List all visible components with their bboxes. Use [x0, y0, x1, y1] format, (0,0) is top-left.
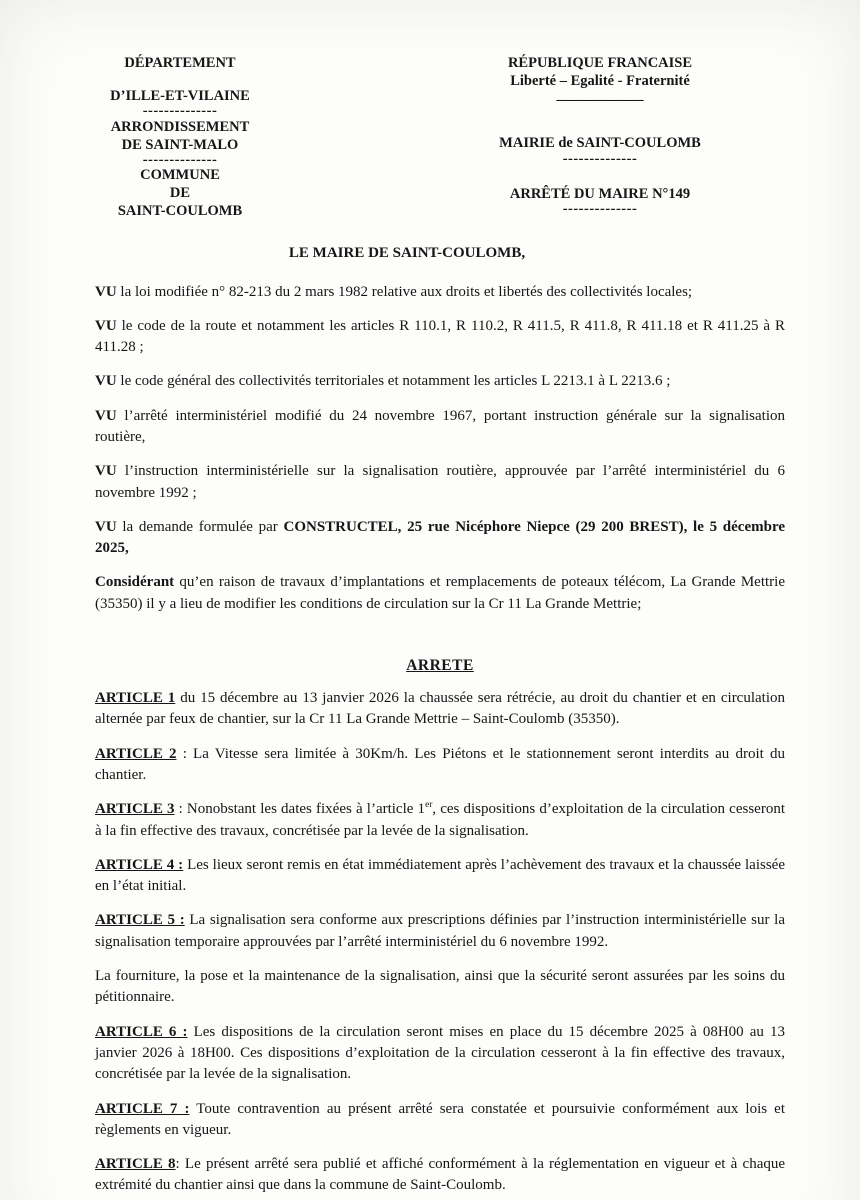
vu-text: l’instruction interministérielle sur la signalisation routière, approuvée par l’arrêté interministériel du 6 novembre 1992 ; — [95, 463, 785, 501]
vu-keyword: VU — [95, 407, 117, 424]
document-body — [95, 282, 785, 1197]
article-7-label: ARTICLE 7 : — [95, 1100, 190, 1117]
arrete-number: ARRÊTÉ DU MAIRE N°149 — [509, 185, 691, 202]
article-3-label: ARTICLE 3 — [95, 801, 175, 818]
ordinal-superscript: er — [425, 800, 433, 811]
vu-keyword: VU — [95, 463, 117, 480]
vu-text: la loi modifiée n° 82-213 du 2 mars 1982 relative aux droits et libertés des collectivités locales; — [116, 283, 693, 300]
article-4 — [95, 855, 785, 898]
arrondissement-name: DE SAINT-MALO — [121, 136, 239, 153]
article-2-label: ARTICLE 2 — [95, 745, 177, 762]
document-header — [95, 54, 785, 221]
article-3 — [95, 799, 785, 842]
article-7-text: Toute contravention au présent arrêté sera constatée et poursuivie conformément aux lois et règlements en vigueur. — [95, 1100, 785, 1138]
commune-name: SAINT-COULOMB — [117, 203, 243, 220]
article-8 — [95, 1154, 785, 1197]
separator-line: ____________ — [556, 87, 644, 104]
article-2 — [95, 744, 785, 787]
vu-keyword: VU — [95, 373, 117, 390]
article-5-label: ARTICLE 5 : — [95, 912, 185, 929]
vu-keyword: VU — [95, 283, 117, 300]
separator-dashes: -------------- — [562, 200, 638, 217]
vu-text: l’arrêté interministériel modifié du 24 novembre 1967, portant instruction générale sur la signalisation routière, — [95, 407, 785, 445]
separator-dashes: -------------- — [562, 150, 638, 167]
arrete-heading-text: ARRETE — [406, 657, 474, 675]
preamble-vu-5 — [95, 461, 785, 504]
vu-text: le code de la route et notamment les articles R 110.1, R 110.2, R 411.5, R 411.8, R 411.18 et R 411.25 à R 411.28 ; — [95, 317, 785, 356]
preamble-vu-4 — [95, 406, 785, 449]
departement-label: DÉPARTEMENT — [124, 55, 236, 71]
preamble-vu-6 — [95, 517, 785, 560]
header-left-column — [95, 54, 265, 221]
applicant-details: CONSTRUCTEL, 25 rue Nicéphore Niepce (29 200 BREST), le 5 décembre 2025, — [95, 518, 785, 557]
article-4-text: Les lieux seront remis en état immédiatement après l’achèvement des travaux et la chaussée laissée en l’état initial. — [95, 856, 785, 895]
mairie-label: MAIRIE de SAINT-COULOMB — [499, 135, 701, 152]
article-4-label: ARTICLE 4 : — [95, 856, 184, 873]
vu-text: le code général des collectivités territoriales et notamment les articles L 2213.1 à L 2213.6 ; — [116, 373, 671, 390]
arrete-heading — [95, 657, 785, 675]
document-title: LE MAIRE DE SAINT-COULOMB, — [288, 244, 526, 261]
article-3-text-continued: , ces dispositions d’exploitation de la circulation cesseront à la fin effective des travaux, concrétisée par la levée de la signalisation. — [95, 801, 785, 839]
article-6-label: ARTICLE 6 : — [95, 1023, 188, 1040]
commune-de: DE — [169, 185, 191, 202]
article-1-label: ARTICLE 1 — [95, 690, 176, 707]
article-6 — [95, 1022, 785, 1086]
vu-keyword: VU — [95, 518, 117, 535]
preamble-vu-1 — [95, 282, 785, 303]
preamble-considerant — [95, 572, 785, 615]
arrondissement-label: ARRONDISSEMENT — [110, 118, 250, 135]
motto: Liberté – Egalité - Fraternité — [510, 73, 690, 90]
departement-name: D’ILLE-ET-VILAINE — [110, 88, 250, 105]
article-1 — [95, 688, 785, 731]
preamble-vu-3 — [95, 371, 785, 392]
article-5-text: La signalisation sera conforme aux prescriptions définies par l’instruction interministérielle sur la signalisation temporaire approuvées par l’arrêté interministériel du 6 novembre 1992. — [95, 912, 785, 950]
article-5 — [95, 910, 785, 953]
article-1-text: du 15 décembre au 13 janvier 2026 la chaussée sera rétrécie, au droit du chantier et en circulation alternée par feux de chantier, sur la Cr 11 La Grande Mettrie – Saint-Coulomb (35350). — [95, 690, 786, 728]
commune-label: COMMUNE — [140, 167, 220, 184]
article-3-text: : Nonobstant les dates fixées à l’article 1 — [174, 801, 426, 818]
considerant-keyword: Considérant — [95, 574, 175, 591]
header-right-column — [450, 54, 750, 215]
article-8-label: ARTICLE 8 — [95, 1156, 176, 1173]
considerant-text: qu’en raison de travaux d’implantations et remplacements de poteaux télécom, La Grande Mettrie (35350) il y a lieu de modifier les conditions de circulation sur la Cr 11 La Grande Mettrie; — [95, 574, 785, 612]
article-7 — [95, 1099, 785, 1142]
article-6-text: Les dispositions de la circulation seront mises en place du 15 décembre 2025 à 08H00 au 13 janvier 2026 à 18H00. Ces dispositions d’exploitation de la circulation cesseront à la fin effective des travaux, concrétisée par la levée de la signalisation. — [95, 1023, 785, 1083]
preamble-vu-2 — [95, 316, 785, 359]
article-8-text: : Le présent arrêté sera publié et affiché conformément à la réglementation en vigueur et à chaque extrémité du chantier ainsi que dans la commune de Saint-Coulomb. — [95, 1156, 786, 1194]
fourniture-paragraph: La fourniture, la pose et la maintenance de la signalisation, ainsi que la sécurité seront assurées par les soins du pétitionnaire. — [95, 968, 785, 1006]
vu-text: la demande formulée par — [116, 518, 284, 535]
separator-dashes: -------------- — [142, 103, 218, 120]
article-2-text: : La Vitesse sera limitée à 30Km/h. Les Piétons et le stationnement seront interdits au droit du chantier. — [95, 745, 785, 783]
separator-dashes: -------------- — [142, 151, 218, 168]
republic-label: RÉPUBLIQUE FRANCAISE — [507, 55, 693, 71]
vu-keyword: VU — [95, 317, 117, 334]
